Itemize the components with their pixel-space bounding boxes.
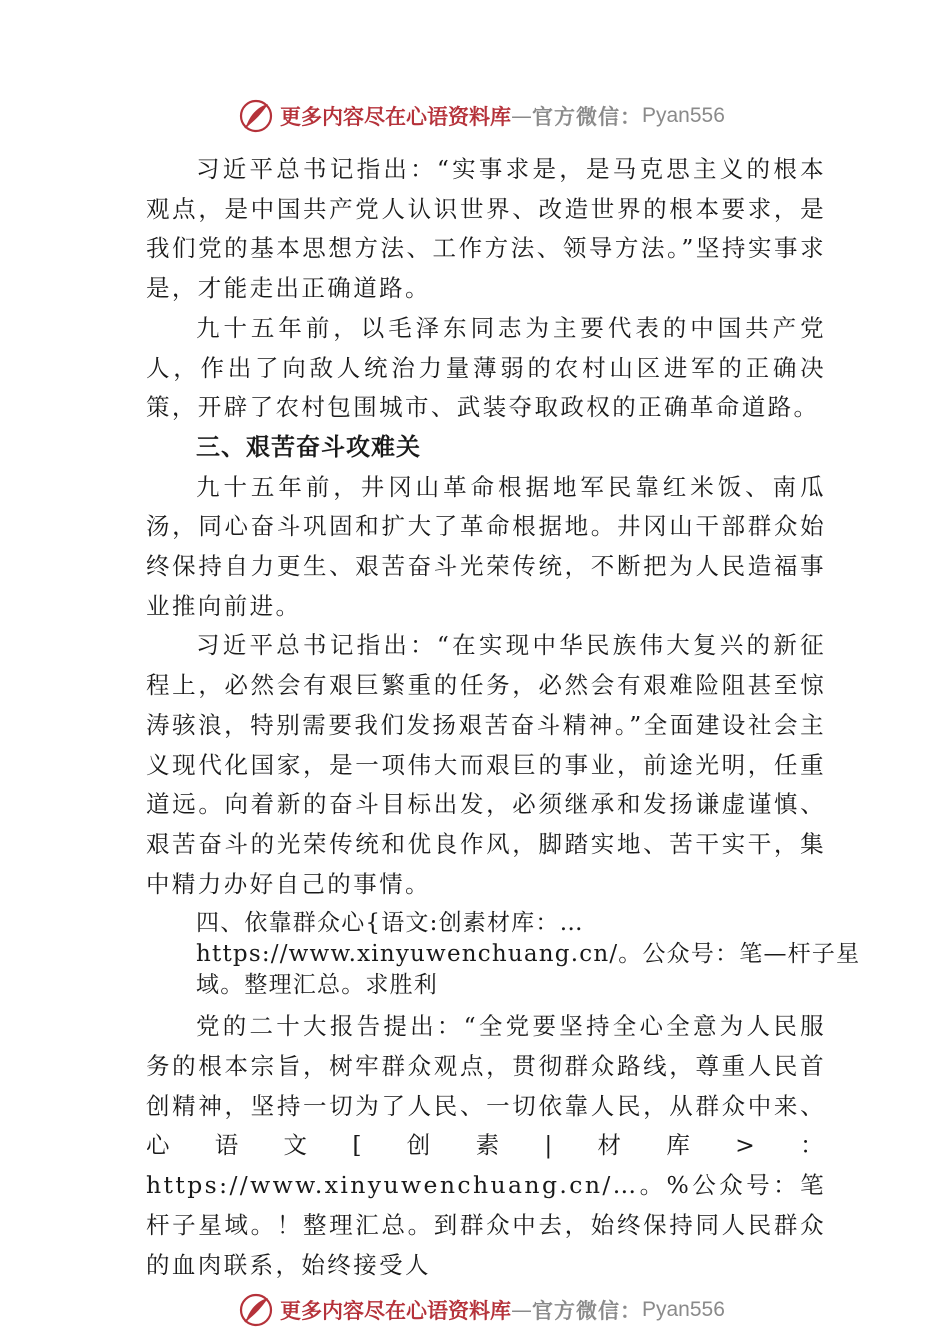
banner-main-text: 更多内容尽在心语资料库: [280, 104, 511, 129]
banner-main-text: 更多内容尽在心语资料库: [280, 1298, 511, 1323]
banner-official-label: 官方微信：: [532, 1298, 642, 1323]
paragraph-3: 九十五年前，井冈山革命根据地军民靠红米饭、南瓜汤，同心奋斗巩固和扩大了革命根据地。井冈山干部群众始终保持自力更生、艰苦奋斗光荣传统，不断把为人民造福事业推向前进。: [146, 472, 826, 620]
banner-dash: —: [511, 104, 532, 128]
paragraph-2: 九十五年前，以毛泽东同志为主要代表的中国共产党人，作出了向敌人统治力量薄弱的农村山区进军的正确决策，开辟了农村包围城市、武装夺取政权的正确革命道路。: [146, 313, 826, 422]
paragraph-4: 习近平总书记指出：“在实现中华民族伟大复兴的新征程上，必然会有艰巨繁重的任务，必然会有艰难险阻甚至惊涛骇浪，特别需要我们发扬艰苦奋斗精神。”全面建设社会主义现代化国家，是一项伟大而艰巨的事业，前途光明，任重道远。向着新的奋斗目标出发，必须继承和发扬谦虚谨慎、 艰苦奋斗的光荣传统和优良作风，脚踏实地、苦干实干，集中精力办好自己的事情。: [146, 631, 826, 898]
paragraph-5: 党的二十大报告提出：“全党要坚持全心全意为人民服务的根本宗旨，树牢群众观点，贯彻群众路线，尊重人民首创精神，坚持一切为了人民、一切依靠人民，从群众中来、心语文[创素|材库>：https://www.xinyuwenchuang.cn/…。%公众号：笔杆子星域。！整理汇总。到群众中去，始终保持同人民群众的血肉联系，始终接受人: [146, 1012, 826, 1279]
feather-logo-icon: [238, 98, 274, 134]
section-heading-4-watermarked: 四、依靠群众心{语文:创素材库：…https://www.xinyuwenchuang.cn/。公众号：笔—杆子星域。整理汇总。求胜利: [196, 910, 861, 999]
footer-banner: [238, 1290, 725, 1330]
banner-dash: —: [511, 1298, 532, 1322]
banner-wechat-id: Pyan556: [642, 104, 725, 127]
banner-official-label: 官方微信：: [532, 104, 642, 129]
feather-logo-icon: [238, 1292, 274, 1328]
document-body: [146, 150, 861, 1285]
banner-wechat-id: Pyan556: [642, 1298, 725, 1321]
paragraph-1: 习近平总书记指出：“实事求是，是马克思主义的根本观点，是中国共产党人认识世界、改造世界的根本要求，是我们党的基本思想方法、工作方法、领导方法。”坚持实事求是，才能走出正确道路。: [146, 155, 826, 303]
header-banner: [238, 96, 725, 136]
section-heading-3: 三、艰苦奋斗攻难关: [196, 432, 421, 461]
